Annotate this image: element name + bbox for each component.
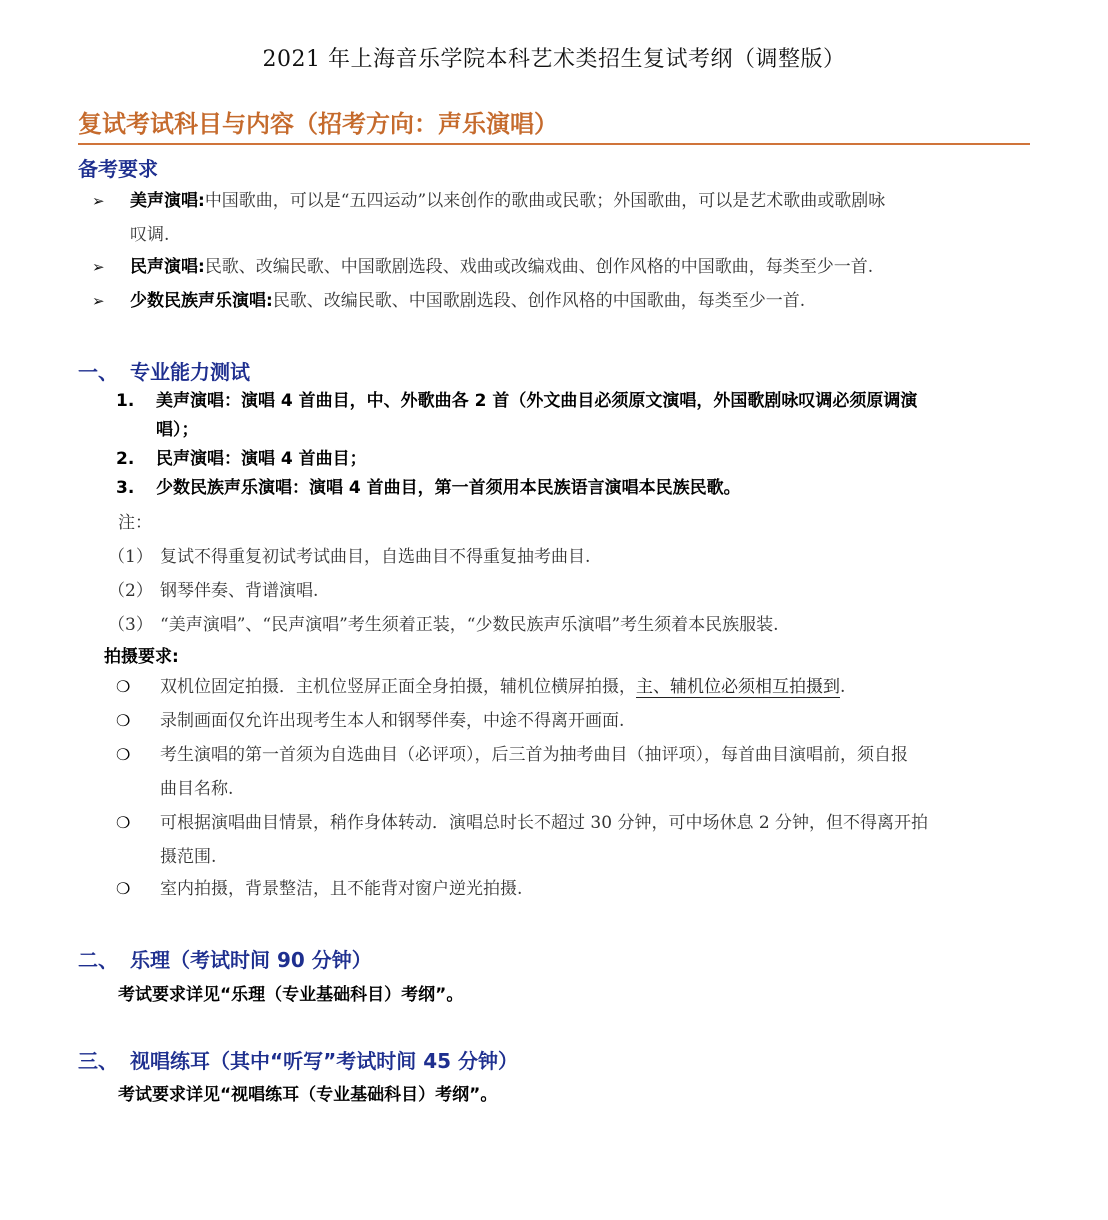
item-continuation: 唱）； [156, 420, 199, 440]
shooting-item [116, 738, 1041, 806]
item-number: 1. [116, 391, 135, 411]
section-number: 二、 [78, 948, 118, 972]
note-number: （2） [108, 581, 153, 601]
section-title: 乐理（考试时间 90 分钟） [130, 948, 372, 972]
shooting-item [116, 704, 1041, 738]
circle-bullet-icon: ❍ [116, 879, 131, 898]
section-title: 专业能力测试 [130, 360, 250, 384]
prep-heading: 备考要求 [78, 157, 158, 181]
section-number: 三、 [78, 1049, 118, 1073]
section-title: 视唱练耳（其中“听写”考试时间 45 分钟） [130, 1049, 519, 1073]
prep-item-continuation: 叹调. [130, 225, 170, 245]
note-item [108, 542, 590, 567]
section-1-heading [78, 356, 250, 385]
arrow-bullet-icon: ➢ [92, 292, 105, 310]
shooting-text: 可根据演唱曲目情景，稍作身体转动．演唱总时长不超过 30 分钟，可中场休息 2 分钟，但不得离开拍 [160, 813, 929, 833]
shooting-item [116, 670, 1041, 704]
circle-bullet-icon: ❍ [116, 677, 131, 696]
prep-item-text: 民歌、改编民歌、中国歌剧选段、戏曲或改编戏曲、创作风格的中国歌曲，每类至少一首. [204, 257, 874, 277]
arrow-bullet-icon: ➢ [92, 258, 105, 276]
prep-item-label: 民声演唱: [130, 257, 205, 277]
note-item [108, 576, 318, 601]
section-3-heading [78, 1045, 518, 1074]
note-label: 注： [118, 513, 152, 533]
item-text: 少数民族声乐演唱：演唱 4 首曲目，第一首须用本民族语言演唱本民族民歌。 [156, 478, 741, 498]
prep-item-label: 少数民族声乐演唱: [130, 291, 273, 311]
shooting-text: 双机位固定拍摄．主机位竖屏正面全身拍摄，辅机位横屏拍摄， [160, 677, 636, 697]
shooting-item [116, 872, 1041, 906]
shooting-heading: 拍摄要求: [104, 647, 179, 667]
section-number: 一、 [78, 360, 118, 384]
shooting-text: 室内拍摄，背景整洁，且不能背对窗户逆光拍摄. [160, 879, 523, 899]
note-number: （1） [108, 547, 153, 567]
shooting-underlined-text: 主、辅机位必须相互拍摄到 [636, 677, 840, 697]
item-text: 美声演唱：演唱 4 首曲目，中、外歌曲各 2 首（外文曲目必须原文演唱，外国歌剧咏叹调必须原调演 [156, 391, 918, 411]
prep-item [92, 184, 1037, 252]
main-heading: 复试考试科目与内容（招考方向：声乐演唱） [78, 110, 558, 138]
numbered-item [116, 474, 1036, 503]
prep-item-label: 美声演唱: [130, 191, 205, 211]
note-text: “美声演唱”、“民声演唱”考生须着正装，“少数民族声乐演唱”考生须着本民族服装. [160, 615, 779, 635]
main-heading-rule [78, 143, 1030, 145]
arrow-bullet-icon: ➢ [92, 192, 105, 210]
note-text: 钢琴伴奏、背谱演唱. [160, 581, 319, 601]
document-title: 2021 年上海音乐学院本科艺术类招生复试考纲（调整版） [262, 47, 846, 72]
shooting-continuation: 曲目名称. [160, 779, 234, 799]
circle-bullet-icon: ❍ [116, 711, 131, 730]
shooting-text: 录制画面仅允许出现考生本人和钢琴伴奏，中途不得离开画面. [160, 711, 625, 731]
section-2-heading [78, 944, 372, 973]
item-number: 2. [116, 449, 135, 469]
item-number: 3. [116, 478, 135, 498]
numbered-item [116, 445, 1036, 474]
note-item [108, 610, 779, 635]
prep-item-text: 中国歌曲，可以是“五四运动”以来创作的歌曲或民歌；外国歌曲，可以是艺术歌曲或歌剧咏 [204, 191, 886, 211]
section-3-reference: 考试要求详见“视唱练耳（专业基础科目）考纲”。 [118, 1085, 498, 1105]
numbered-item [116, 387, 1036, 445]
prep-item [92, 284, 1037, 318]
prep-item [92, 250, 1037, 284]
prep-item-text: 民歌、改编民歌、中国歌剧选段、创作风格的中国歌曲，每类至少一首. [272, 291, 806, 311]
note-number: （3） [108, 615, 153, 635]
circle-bullet-icon: ❍ [116, 745, 131, 764]
shooting-end: . [840, 677, 846, 697]
section-2-reference: 考试要求详见“乐理（专业基础科目）考纲”。 [118, 985, 464, 1005]
note-text: 复试不得重复初试考试曲目，自选曲目不得重复抽考曲目. [160, 547, 591, 567]
item-text: 民声演唱：演唱 4 首曲目； [156, 449, 367, 469]
shooting-continuation: 摄范围. [160, 847, 217, 867]
circle-bullet-icon: ❍ [116, 813, 131, 832]
shooting-item [116, 806, 1041, 874]
shooting-text: 考生演唱的第一首须为自选曲目（必评项），后三首为抽考曲目（抽评项），每首曲目演唱前，须自报 [160, 745, 908, 765]
